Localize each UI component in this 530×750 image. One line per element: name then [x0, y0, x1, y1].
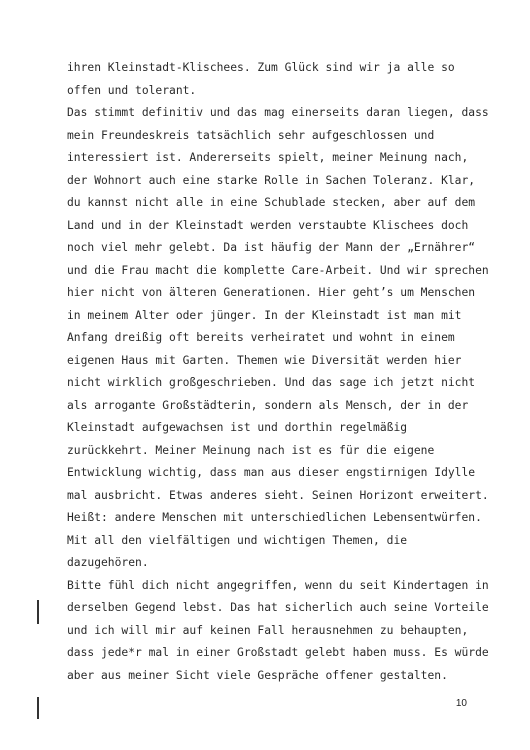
body-text — [67, 57, 507, 687]
text-line: noch viel mehr gelebt. Da ist häufig der Mann der „Ernährer“ — [67, 241, 476, 254]
text-line: Anfang dreißig oft bereits verheiratet und wohnt in einem — [67, 331, 455, 344]
text-line: als arrogante Großstädterin, sondern als Mensch, der in der — [67, 398, 469, 412]
text-line: dass jede*r mal in einer Großstadt gelebt haben muss. Es würde — [67, 646, 489, 659]
text-line: Das stimmt definitiv und das mag einerseits daran liegen, dass — [67, 106, 489, 119]
text-line: mal ausbricht. Etwas anderes sieht. Seinen Horizont erweitert. — [67, 488, 489, 502]
text-line: nicht wirklich großgeschrieben. Und das sage ich jetzt nicht — [67, 376, 476, 389]
text-line: in meinem Alter oder jünger. In der Kleinstadt ist man mit — [67, 308, 462, 322]
text-line: Bitte fühl dich nicht angegriffen, wenn du seit Kindertagen in — [67, 578, 489, 592]
text-line: Mit all den vielfältigen und wichtigen Themen, die — [67, 533, 408, 547]
text-line: du kannst nicht alle in eine Schublade stecken, aber auf dem — [67, 196, 476, 209]
text-line: der Wohnort auch eine starke Rolle in Sachen Toleranz. Klar, — [67, 173, 476, 187]
text-line: Heißt: andere Menschen mit unterschiedlichen Lebensentwürfen. — [67, 511, 482, 524]
text-line: Land und in der Kleinstadt werden verstaubte Klischees doch — [67, 218, 469, 232]
text-line: und ich will mir auf keinen Fall herausnehmen zu behaupten, — [67, 623, 469, 637]
text-line: interessiert ist. Andererseits spielt, meiner Meinung nach, — [67, 151, 469, 164]
change-bar — [37, 600, 39, 624]
text-line: eigenen Haus mit Garten. Themen wie Diversität werden hier — [67, 353, 462, 367]
page-number: 10 — [455, 698, 467, 709]
text-line: Kleinstadt aufgewachsen ist und dorthin regelmäßig — [67, 421, 408, 434]
text-line: hier nicht von älteren Generationen. Hier geht’s um Menschen — [67, 286, 476, 299]
text-line: dazugehören. — [67, 556, 149, 569]
text-line: Entwicklung wichtig, dass man aus dieser engstirnigen Idylle — [67, 466, 476, 479]
text-line: zurückkehrt. Meiner Meinung nach ist es für die eigene — [67, 443, 435, 457]
change-bar — [37, 697, 39, 719]
text-line: offen und tolerant. — [67, 83, 197, 97]
text-line: aber aus meiner Sicht viele Gespräche offener gestalten. — [67, 668, 448, 682]
text-line: mein Freundeskreis tatsächlich sehr aufgeschlossen und — [67, 128, 435, 142]
text-line: ihren Kleinstadt-Klischees. Zum Glück sind wir ja alle so — [67, 61, 455, 74]
text-line: derselben Gegend lebst. Das hat sicherlich auch seine Vorteile — [67, 601, 489, 614]
text-line: und die Frau macht die komplette Care-Arbeit. Und wir sprechen — [67, 263, 489, 277]
